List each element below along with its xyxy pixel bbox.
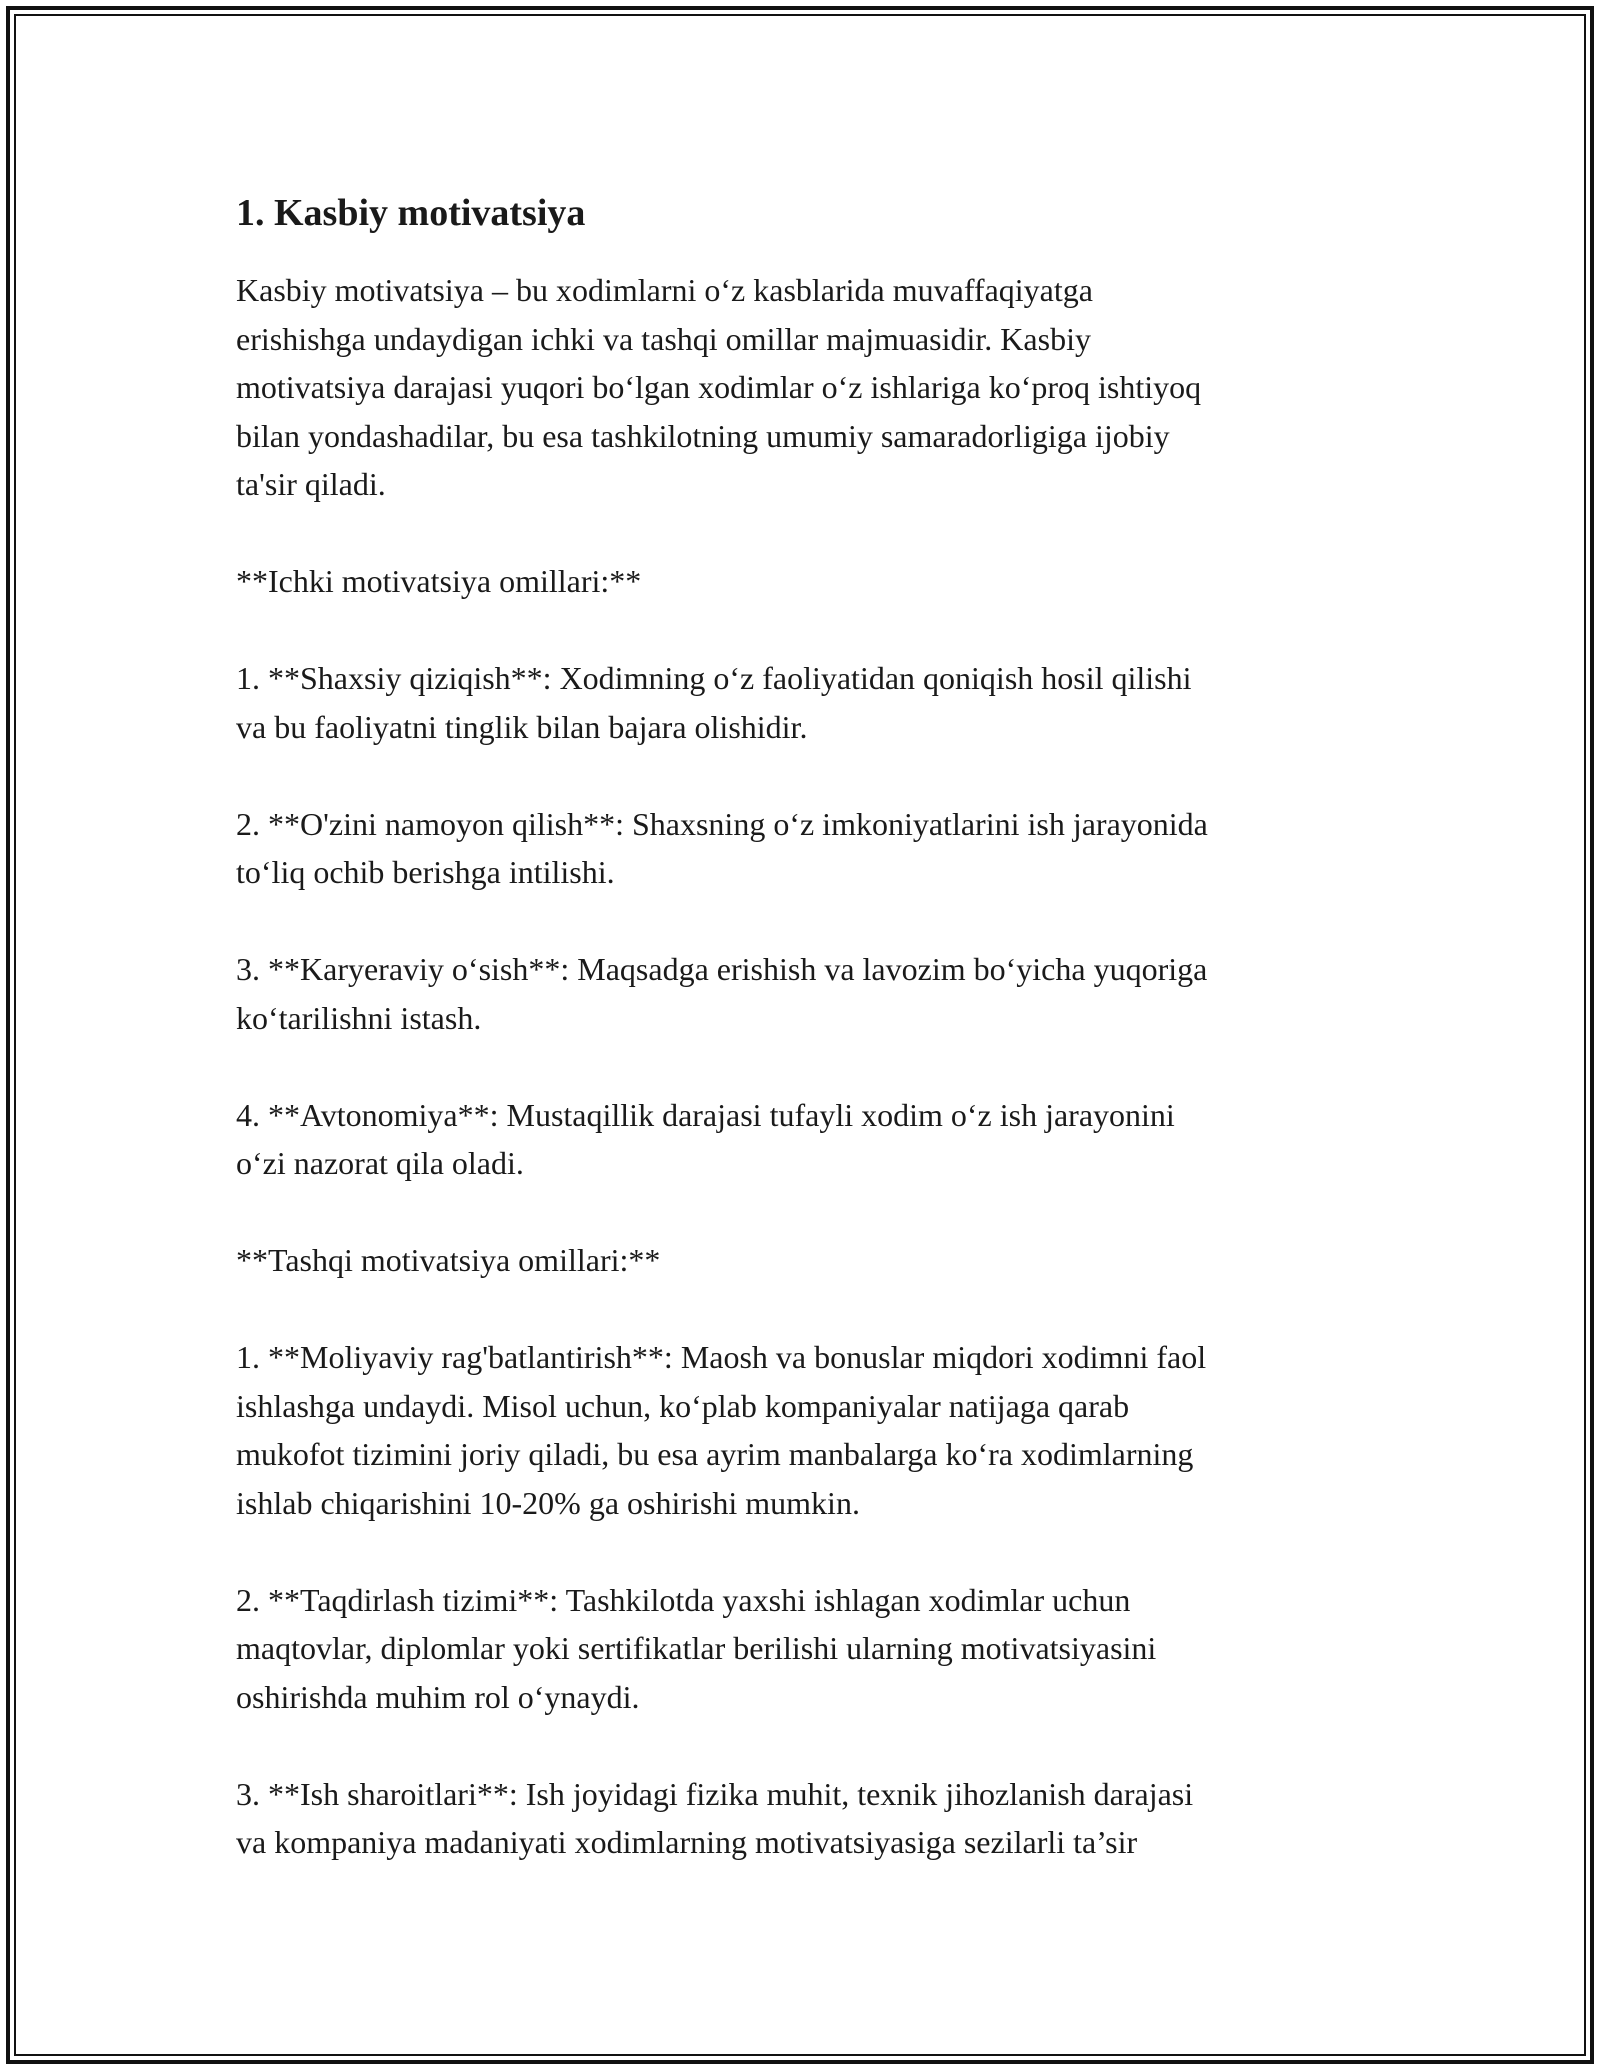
paragraph-external-factor-1: 1. **Moliyaviy rag'batlantirish**: Maosh va bonuslar miqdori xodimni faol ishlashga undaydi. Misol uchun, ko‘plab kompaniyalar natijaga qarab mukofot tizimini joriy qiladi, bu esa ayrim manbalarga ko‘ra xodimlarning ishlab chiqarishini 10-20% ga oshirishi mumkin.	[236, 1339, 1207, 1521]
paragraph-internal-factor-4: 4. **Avtonomiya**: Mustaqillik darajasi tufayli xodim o‘z ish jarayonini o‘zi nazorat qila oladi.	[236, 1096, 1175, 1181]
paragraph-internal-factor-1: 1. **Shaxsiy qiziqish**: Xodimning o‘z faoliyatidan qoniqish hosil qilishi va bu faoliyatni tinglik bilan bajara olishidir.	[236, 660, 1192, 745]
paragraph-external-factor-2: 2. **Taqdirlash tizimi**: Tashkilotda yaxshi ishlagan xodimlar uchun maqtovlar, diplomlar yoki sertifikatlar berilishi ularning motivatsiyasini oshirishda muhim rol o‘ynaydi.	[236, 1581, 1157, 1715]
paragraph-external-factor-3: 3. **Ish sharoitlari**: Ish joyidagi fizika muhit, texnik jihozlanish darajasi va kompaniya madaniyati xodimlarning motivatsiyasiga sezilarli ta’sir	[236, 1775, 1194, 1860]
paragraph-internal-factor-3: 3. **Karyeraviy o‘sish**: Maqsadga erishish va lavozim bo‘yicha yuqoriga ko‘tarilishni istash.	[236, 951, 1208, 1036]
paragraph-internal-factor-2: 2. **O'zini namoyon qilish**: Shaxsning o‘z imkoniyatlarini ish jarayonida to‘liq ochib berishga intilishi.	[236, 805, 1208, 890]
paragraph-external-factors-title: **Tashqi motivatsiya omillari:**	[236, 1242, 661, 1278]
section-heading: 1. Kasbiy motivatsiya	[236, 192, 586, 234]
document-body	[236, 188, 1366, 1867]
paragraph-internal-factors-title: **Ichki motivatsiya omillari:**	[236, 563, 642, 599]
paragraph-intro: Kasbiy motivatsiya – bu xodimlarni o‘z kasblarida muvaffaqiyatga erishishga undaydigan ichki va tashqi omillar majmuasidir. Kasbiy motivatsiya darajasi yuqori bo‘lgan xodimlar o‘z ishlariga ko‘proq ishtiyoq bilan yondashadilar, bu esa tashkilotning umumiy samaradorligiga ijobiy ta'sir qiladi.	[236, 272, 1202, 502]
